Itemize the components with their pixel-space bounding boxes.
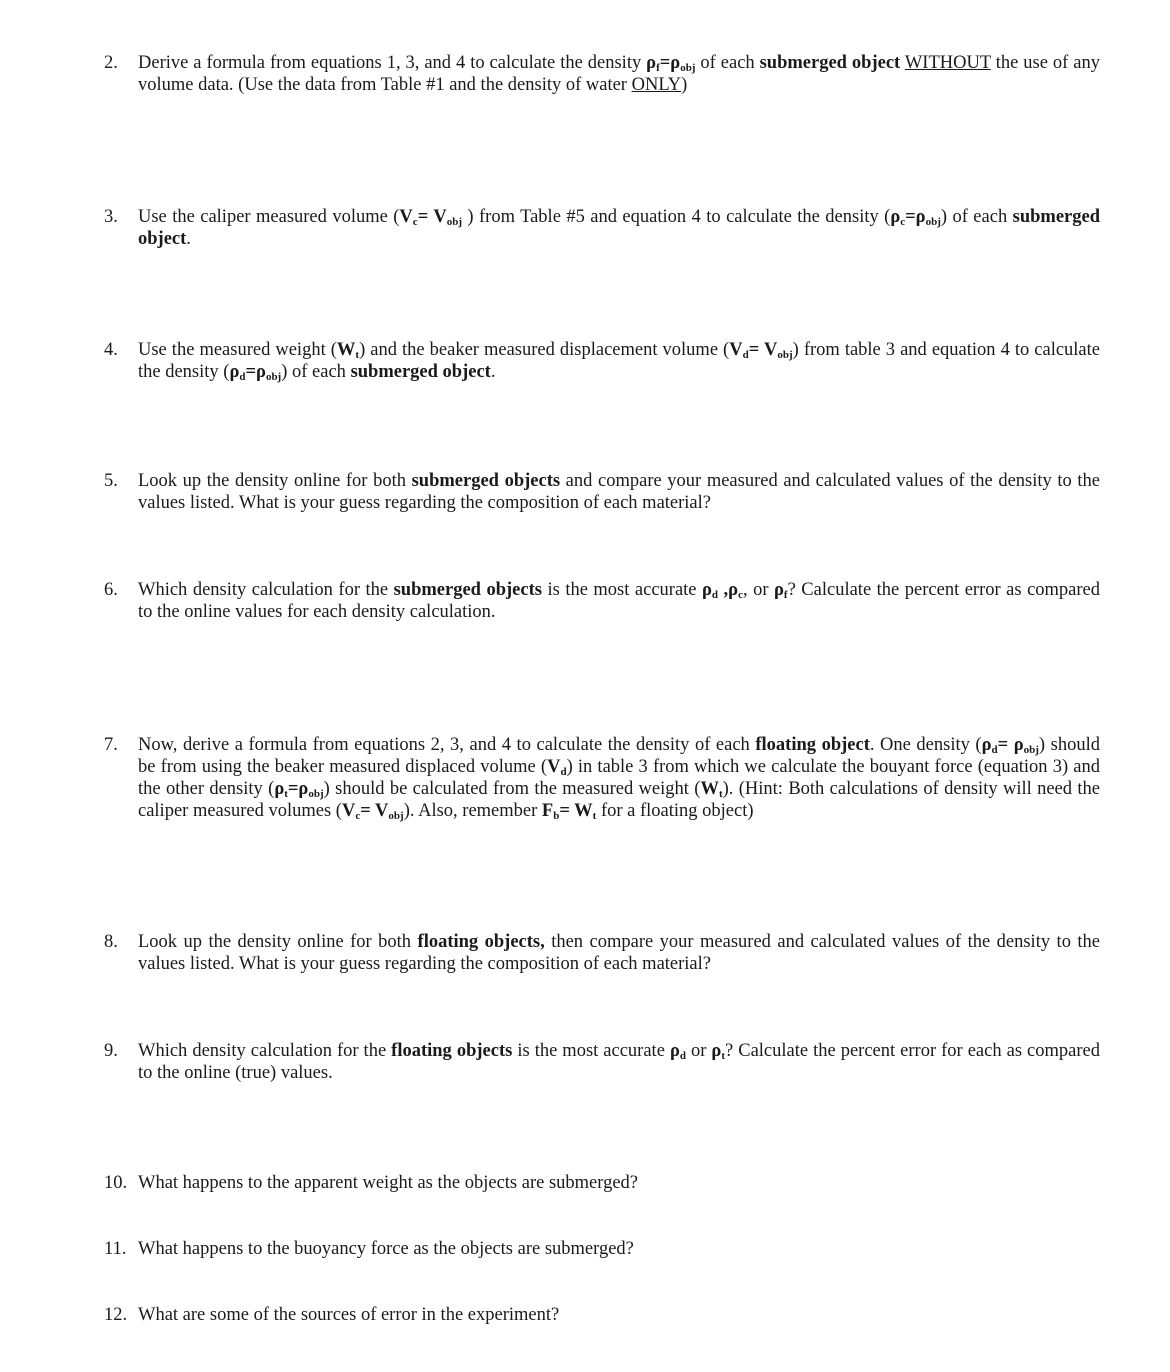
text-run: the use of any volume data. (Use the data from Table #1 and the density of water xyxy=(138,53,1100,95)
question-text xyxy=(138,206,1100,250)
text-run: Derive a formula from equations 1, 3, and 4 to calculate the density xyxy=(138,53,647,73)
subscript: obj xyxy=(265,371,282,383)
question-text xyxy=(138,734,1100,822)
text-run: . xyxy=(490,362,496,382)
text-run: . xyxy=(186,229,191,249)
question-number: 3. xyxy=(104,207,118,227)
question-number: 2. xyxy=(104,53,118,73)
subscript: t xyxy=(284,788,288,800)
text-run: Look up the density online for both xyxy=(138,471,412,491)
text-run: is the most accurate xyxy=(541,580,703,600)
text-run: ). (Hint: Both calculations of density will need the caliper measured volumes ( xyxy=(138,779,1100,821)
subscript: c xyxy=(738,589,743,601)
question-number: 7. xyxy=(104,735,118,755)
bold-text: ρ xyxy=(702,580,712,600)
subscript: obj xyxy=(777,349,793,361)
bold-text: =ρ xyxy=(905,207,926,227)
subscript: f xyxy=(656,62,660,74)
bold-text: floating objects xyxy=(391,1041,513,1061)
bold-text: =ρ xyxy=(659,53,681,73)
text-run: and compare your measured and calculated values of the density to the values listed. What is your guess regarding the composition of each material? xyxy=(138,471,1101,513)
bold-text: ρ xyxy=(646,53,657,73)
text-run: , or xyxy=(742,580,775,600)
question-number: 11. xyxy=(104,1239,127,1259)
question-text xyxy=(138,931,1100,975)
subscript: t xyxy=(721,1050,725,1062)
subscript: t xyxy=(592,810,597,822)
bold-text: V xyxy=(729,340,743,360)
text-run: Look up the density online for both xyxy=(138,932,418,952)
bold-text: ,ρ xyxy=(718,580,739,600)
subscript: t xyxy=(355,349,360,361)
subscript: c xyxy=(900,216,906,228)
underlined-text: WITHOUT xyxy=(904,53,991,73)
text-run: Which density calculation for the xyxy=(138,1041,392,1061)
question-number: 9. xyxy=(104,1041,118,1061)
text-run: Use the measured weight ( xyxy=(138,340,337,360)
text-run: ) in table 3 from which we calculate the bouyant force (equation 3) and the other density ( xyxy=(138,757,1100,799)
bold-text: submerged objects xyxy=(393,580,542,600)
underlined-text: ONLY xyxy=(631,75,682,95)
bold-text: W xyxy=(700,779,719,799)
bold-text: floating objects, xyxy=(417,932,545,952)
text-run: ) and the beaker measured displacement volume ( xyxy=(359,340,730,360)
subscript: c xyxy=(355,810,361,822)
text-run: ) of each xyxy=(940,207,1013,227)
text-run: ). Also, remember xyxy=(403,801,542,821)
subscript: d xyxy=(991,744,998,756)
subscript: d xyxy=(742,349,749,361)
bold-text: ρ xyxy=(711,1041,722,1061)
text-run: of each xyxy=(695,53,760,73)
subscript: obj xyxy=(925,216,941,228)
question-text xyxy=(138,1238,1100,1260)
subscript: d xyxy=(560,766,567,778)
question-text xyxy=(138,339,1100,383)
subscript: obj xyxy=(446,216,462,228)
text-run: ) should be from using the beaker measured displaced volume ( xyxy=(138,735,1100,777)
bold-text: = V xyxy=(417,207,447,227)
text-run: ? Calculate the percent error as compared to the online values for each density calculation. xyxy=(138,580,1101,622)
question-text xyxy=(138,52,1100,96)
bold-text: V xyxy=(547,757,561,777)
text-run: ) from table 3 and equation 4 to calculate the density ( xyxy=(138,340,1100,382)
text-run: is the most accurate xyxy=(512,1041,670,1061)
bold-text: =ρ xyxy=(245,362,266,382)
subscript: c xyxy=(412,216,418,228)
subscript: obj xyxy=(680,62,696,74)
subscript: obj xyxy=(1023,744,1039,756)
text-run: What are some of the sources of error in the experiment? xyxy=(138,1305,560,1325)
subscript: d xyxy=(679,1050,686,1062)
bold-text: = V xyxy=(360,801,389,821)
text-run: for a floating object) xyxy=(596,801,754,821)
text-run: What happens to the apparent weight as the objects are submerged? xyxy=(138,1173,639,1193)
subscript: b xyxy=(553,810,560,822)
bold-text: ρ xyxy=(774,580,784,600)
bold-text: ρ xyxy=(229,362,240,382)
subscript: obj xyxy=(388,810,404,822)
question-text xyxy=(138,579,1100,623)
bold-text: submerged object xyxy=(759,53,901,73)
text-run: ) xyxy=(681,75,688,95)
bold-text: ρ xyxy=(890,207,901,227)
question-number: 12. xyxy=(104,1305,128,1325)
bold-text: = ρ xyxy=(997,735,1024,755)
question-number: 8. xyxy=(104,932,118,952)
question-number: 5. xyxy=(104,471,118,491)
text-run: ) should be calculated from the measured weight ( xyxy=(323,779,701,799)
subscript: f xyxy=(783,589,788,601)
text-run: ? Calculate the percent error for each as compared to the online (true) values. xyxy=(138,1041,1100,1083)
bold-text: ρ xyxy=(274,779,285,799)
bold-text: W xyxy=(336,340,356,360)
subscript: d xyxy=(239,371,246,383)
text-run: then compare your measured and calculated values of the density to the values listed. What is your guess regarding the composition of each material? xyxy=(138,932,1101,974)
subscript: d xyxy=(711,589,719,601)
text-run: Which density calculation for the xyxy=(138,580,394,600)
bold-text: submerged object xyxy=(350,362,491,382)
bold-text: submerged objects xyxy=(411,471,561,491)
text-run: . One density ( xyxy=(869,735,982,755)
text-run: What happens to the buoyancy force as the objects are submerged? xyxy=(138,1239,634,1259)
question-text xyxy=(138,1304,1100,1326)
question-text xyxy=(138,1172,1100,1194)
bold-text: V xyxy=(399,207,413,227)
bold-text: V xyxy=(341,801,356,821)
question-text xyxy=(138,1040,1100,1084)
question-number: 10. xyxy=(104,1173,128,1193)
bold-text: ρ xyxy=(981,735,992,755)
subscript: t xyxy=(718,788,723,800)
bold-text: ρ xyxy=(669,1041,680,1061)
question-number: 4. xyxy=(104,340,118,360)
bold-text: F xyxy=(541,801,554,821)
text-run: ) from Table #5 and equation 4 to calculate the density ( xyxy=(461,207,891,227)
bold-text: floating object xyxy=(755,735,870,755)
bold-text: =ρ xyxy=(287,779,309,799)
text-run: Use the caliper measured volume ( xyxy=(138,207,400,227)
question-number: 6. xyxy=(104,580,118,600)
bold-text: = W xyxy=(559,801,593,821)
text-run: or xyxy=(685,1041,712,1061)
subscript: obj xyxy=(308,788,324,800)
text-run: ) of each xyxy=(281,362,351,382)
text-run: Now, derive a formula from equations 2, 3, and 4 to calculate the density of each xyxy=(138,735,756,755)
bold-text: submerged object xyxy=(138,207,1100,249)
question-text xyxy=(138,470,1100,514)
bold-text: = V xyxy=(748,340,778,360)
